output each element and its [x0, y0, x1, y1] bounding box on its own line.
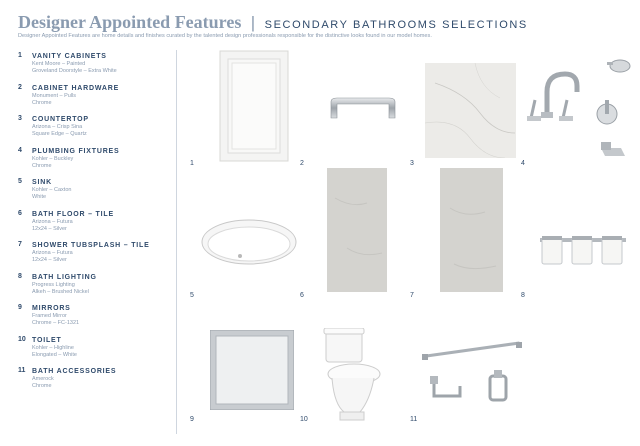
item-number: 10	[18, 335, 26, 343]
vertical-divider	[176, 50, 177, 434]
selection-item	[18, 210, 168, 233]
caption-3: 3	[410, 160, 414, 167]
item-title: TOILET	[32, 336, 62, 344]
selection-item	[18, 178, 168, 201]
selection-item	[18, 52, 168, 75]
selection-item	[18, 115, 168, 138]
item-detail: Kent Moore – Painted	[32, 61, 86, 67]
caption-6: 6	[300, 292, 304, 299]
item-detail: Kohler – Buckley	[32, 155, 74, 162]
item-detail: Chrome – FC-1321	[32, 320, 80, 326]
floor-tile-image	[327, 168, 387, 292]
selection-item	[18, 367, 168, 390]
item-number: 3	[18, 115, 22, 122]
item-title: SINK	[32, 179, 52, 186]
caption-11: 11	[410, 416, 418, 423]
item-number: 7	[18, 241, 22, 248]
selection-item	[18, 84, 168, 107]
item-detail: Arizona – Futura	[32, 250, 73, 256]
item-detail: Groveland Doorstyle – Extra White	[32, 68, 117, 74]
item-number: 4	[18, 146, 22, 154]
cabinet-pull-image	[325, 92, 401, 124]
intro-text: Designer Appointed Features are home details and finishes curated by the talented design professionals responsible for the distinctive looks found in our model homes.	[18, 33, 432, 39]
item-title: CABINET HARDWARE	[32, 84, 120, 92]
caption-5: 5	[190, 292, 194, 299]
item-number: 6	[18, 209, 22, 217]
item-title: VANITY CABINETS	[32, 53, 107, 60]
item-title: MIRRORS	[32, 305, 71, 312]
item-number: 2	[18, 83, 22, 91]
item-detail: Elongated – White	[32, 351, 77, 358]
item-detail: Arizona – Crisp Sina	[32, 124, 83, 130]
item-title: BATH ACCESSORIES	[32, 368, 117, 375]
quartz-countertop-image	[425, 63, 516, 158]
bath-light-fixture-image	[538, 230, 630, 266]
item-detail: Kohler – Caxton	[32, 187, 72, 193]
item-detail: Chrome	[32, 162, 52, 169]
caption-9: 9	[190, 416, 194, 423]
item-number: 5	[18, 178, 22, 185]
page-subtitle: SECONDARY BATHROOMS SELECTIONS	[264, 19, 528, 31]
shower-tile-image	[440, 168, 503, 292]
caption-8: 8	[521, 292, 525, 299]
item-detail: Alkeh – Brushed Nickel	[32, 288, 89, 295]
item-number: 8	[18, 272, 22, 280]
caption-4: 4	[521, 160, 525, 167]
selection-list	[18, 52, 168, 399]
plumbing-fixtures-image	[525, 52, 633, 162]
selection-item	[18, 147, 168, 170]
selection-item	[18, 273, 168, 296]
selection-item	[18, 304, 168, 327]
item-title: COUNTERTOP	[32, 116, 89, 123]
item-number: 11	[18, 367, 26, 374]
caption-10: 10	[300, 416, 308, 423]
item-detail: Framed Mirror	[32, 313, 67, 319]
title-separator: |	[250, 13, 256, 32]
item-detail: 12x24 – Silver	[32, 225, 67, 232]
framed-mirror-image	[210, 330, 294, 410]
item-detail: Amerock	[32, 376, 54, 382]
item-detail: Kohler – Highline	[32, 344, 74, 351]
item-title: BATH FLOOR – TILE	[32, 210, 114, 218]
item-detail: Monument – Pulls	[32, 92, 77, 99]
item-number: 9	[18, 304, 22, 311]
item-detail: Square Edge – Quartz	[32, 131, 87, 137]
bath-accessories-image	[420, 340, 524, 406]
selection-item	[18, 336, 168, 359]
toilet-image	[322, 328, 382, 422]
caption-2: 2	[300, 160, 304, 167]
item-title: SHOWER TUBSPLASH – TILE	[32, 242, 150, 249]
item-number: 1	[18, 52, 22, 59]
item-detail: Arizona – Futura	[32, 218, 73, 225]
page-header	[18, 12, 528, 33]
caption-7: 7	[410, 292, 414, 299]
selection-item	[18, 241, 168, 264]
item-detail: Progress Lighting	[32, 281, 75, 288]
item-title: PLUMBING FIXTURES	[32, 147, 120, 155]
item-detail: White	[32, 194, 47, 200]
caption-1: 1	[190, 160, 194, 167]
item-detail: Chrome	[32, 383, 52, 389]
item-title: BATH LIGHTING	[32, 273, 97, 281]
item-detail: 12x24 – Silver	[32, 257, 67, 263]
undermount-sink-image	[200, 218, 298, 266]
vanity-cabinet-door-image	[219, 50, 289, 162]
page-title: Designer Appointed Features	[18, 12, 242, 32]
item-detail: Chrome	[32, 99, 52, 106]
